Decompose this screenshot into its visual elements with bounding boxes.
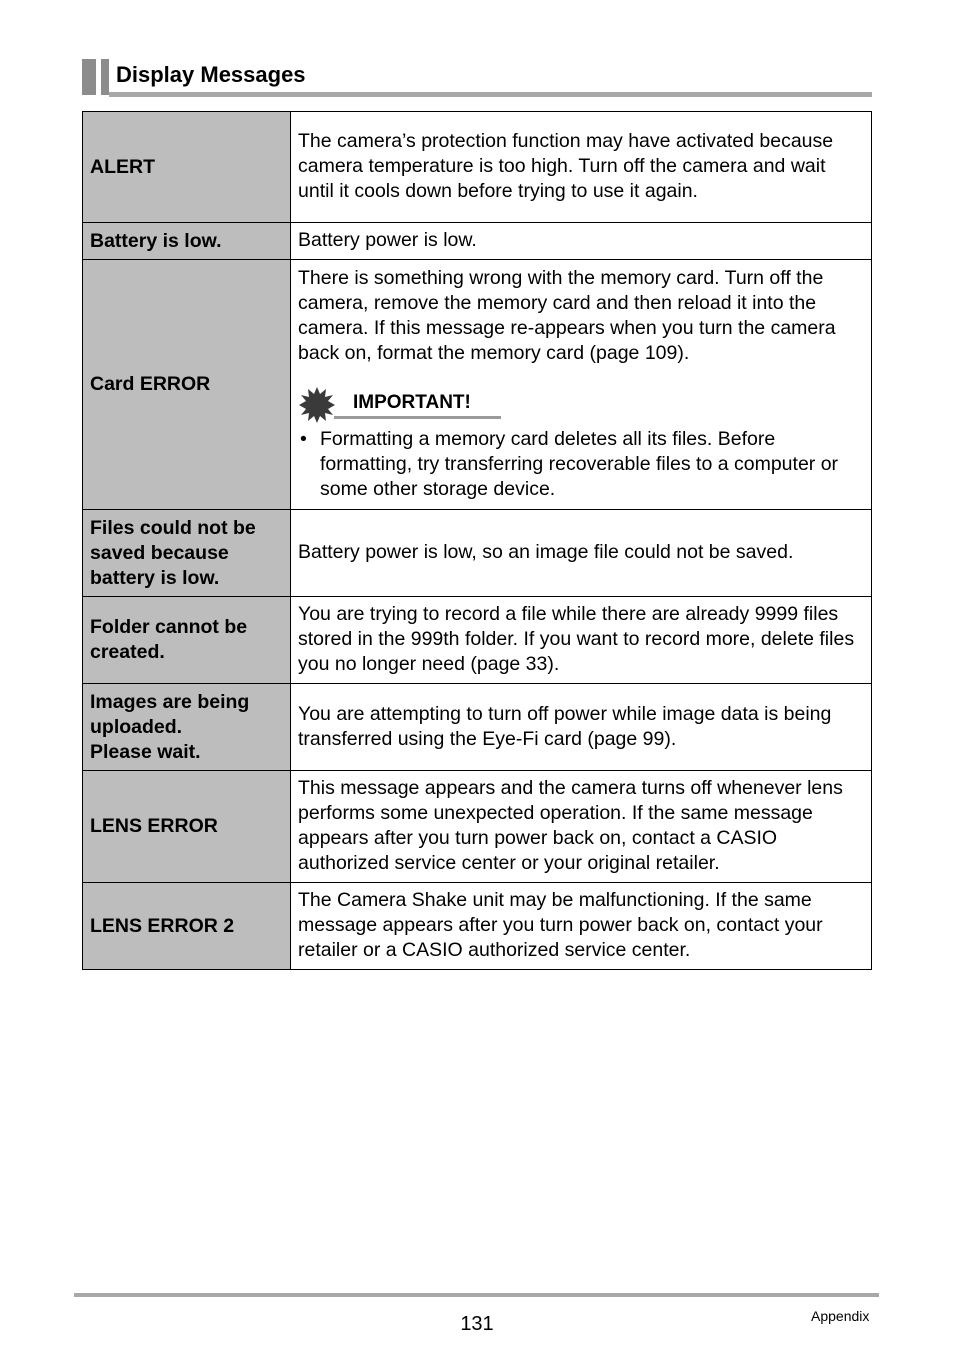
list-item (298, 427, 864, 502)
message-name: Card ERROR (83, 260, 291, 510)
message-name-cell (83, 684, 291, 771)
message-description: The camera’s protection function may have activated because camera temperature is too high. Turn off the camera and wait until it cools down before trying to use it again. (291, 112, 872, 223)
page-number: 131 (460, 1313, 494, 1335)
message-description: You are attempting to turn off power while image data is being transferred using the Eye-Fi card (page 99). (291, 684, 872, 771)
message-description: Battery power is low. (291, 223, 872, 260)
message-name: ALERT (83, 112, 291, 223)
heading-bar-decoration-2 (101, 59, 109, 95)
message-name: Files could not be saved because battery is low. (83, 510, 291, 597)
important-underline (334, 416, 501, 419)
message-name-line-2: Please wait. (90, 740, 201, 763)
message-name: LENS ERROR 2 (83, 883, 291, 970)
table-row (83, 597, 872, 684)
important-label: IMPORTANT! (353, 392, 471, 413)
message-description: You are trying to record a file while there are already 9999 files stored in the 999th folder. If you want to record more, delete files you no longer need (page 33). (291, 597, 872, 684)
message-description-cell (291, 260, 872, 510)
message-name: Folder cannot be created. (83, 597, 291, 684)
footer-divider (74, 1293, 879, 1297)
table-row (83, 260, 872, 510)
bullet-text: Formatting a memory card deletes all its files. Before formatting, try transferring recoverable files to a computer or some other storage device. (320, 428, 839, 500)
table-row (83, 112, 872, 223)
section-heading (82, 58, 872, 98)
message-name-line-1: Images are being uploaded. (90, 690, 250, 738)
important-note-header (298, 387, 864, 425)
display-messages-table (82, 111, 872, 970)
table-row (83, 684, 872, 771)
important-burst-icon (299, 387, 335, 423)
table-row (83, 771, 872, 883)
heading-bar-decoration (82, 59, 96, 95)
bullet-marker: • (300, 428, 307, 450)
message-name: Battery is low. (83, 223, 291, 260)
section-label: Appendix (811, 1308, 870, 1324)
table-row (83, 883, 872, 970)
table-row (83, 223, 872, 260)
message-description: This message appears and the camera turns off whenever lens performs some unexpected operation. If the same message appears after you turn power back on, contact a CASIO authorized service center or your original retailer. (291, 771, 872, 883)
table-row (83, 510, 872, 597)
message-description: Battery power is low, so an image file could not be saved. (291, 510, 872, 597)
message-description: The Camera Shake unit may be malfunctioning. If the same message appears after you turn power back on, contact your retailer or a CASIO authorized service center. (291, 883, 872, 970)
page-title: Display Messages (116, 62, 306, 87)
heading-underline (109, 92, 872, 97)
message-name: LENS ERROR (83, 771, 291, 883)
message-description: There is something wrong with the memory card. Turn off the camera, remove the memory card and then reload it into the camera. If this message re-appears when you turn the camera back on, format the memory card (page 109). (298, 267, 836, 364)
